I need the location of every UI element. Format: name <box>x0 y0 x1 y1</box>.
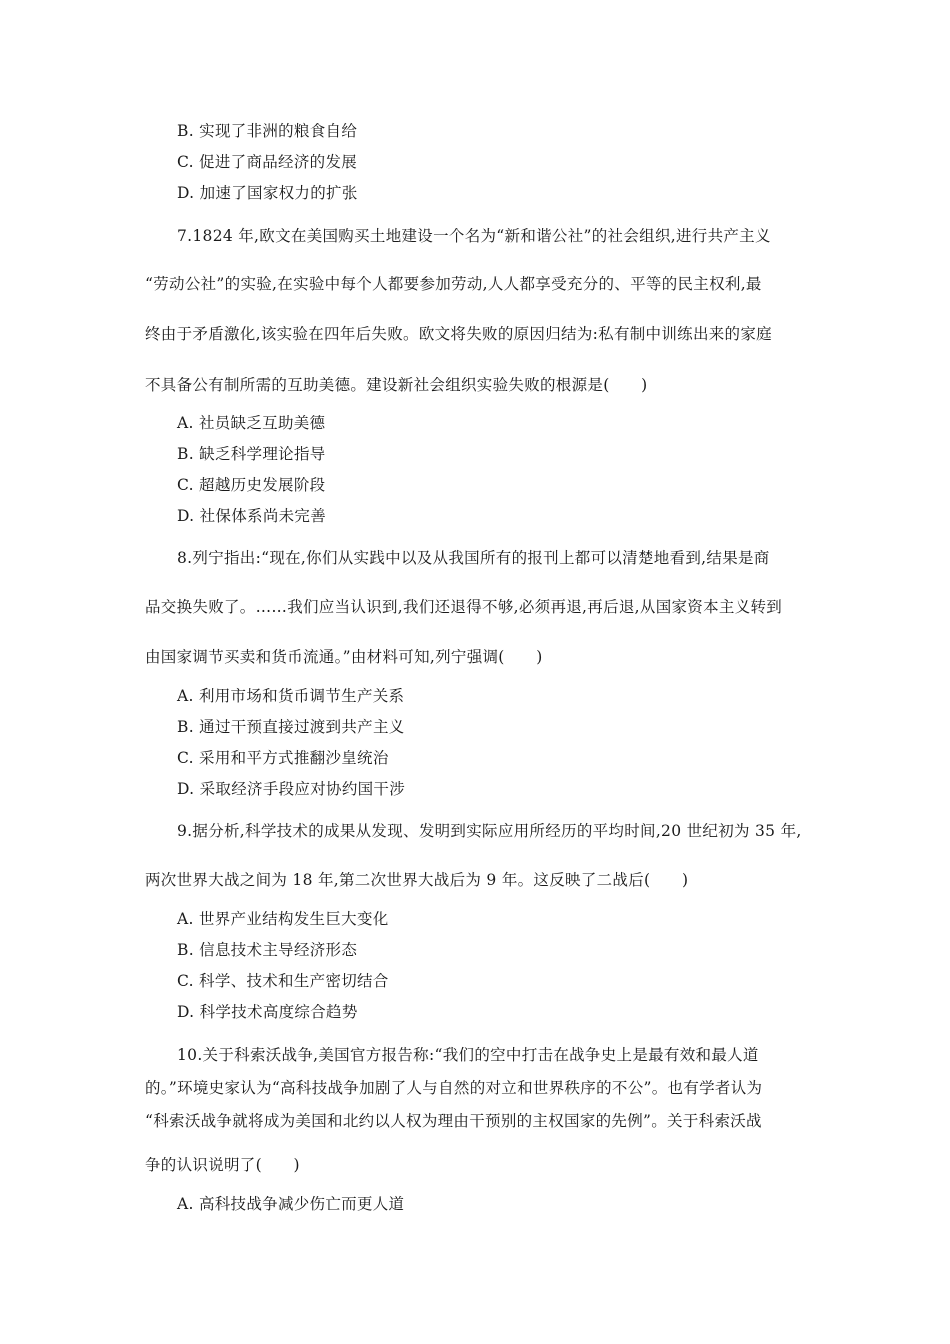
q7-option-d: D. 社保体系尚未完善 <box>177 507 327 525</box>
q7-option-a: A. 社员缺乏互助美德 <box>177 414 326 432</box>
q6-option-b: B. 实现了非洲的粮食自给 <box>177 122 358 140</box>
q8-option-b: B. 通过干预直接过渡到共产主义 <box>177 718 405 736</box>
q8-option-d: D. 采取经济手段应对协约国干涉 <box>177 780 406 798</box>
q8-stem-line-3: 由国家调节买卖和货币流通。”由材料可知,列宁强调( ) <box>145 648 543 666</box>
q7-option-b: B. 缺乏科学理论指导 <box>177 445 326 463</box>
q9-option-a: A. 世界产业结构发生巨大变化 <box>177 910 389 928</box>
q9-option-b: B. 信息技术主导经济形态 <box>177 941 358 959</box>
q6-option-d: D. 加速了国家权力的扩张 <box>177 184 358 202</box>
q10-stem-line-4: 争的认识说明了( ) <box>145 1156 300 1174</box>
q9-option-d: D. 科学技术高度综合趋势 <box>177 1003 358 1021</box>
q6-option-c: C. 促进了商品经济的发展 <box>177 153 358 171</box>
q10-stem-line-2: 的。”环境史家认为“高科技战争加剧了人与自然的对立和世界秩序的不公”。也有学者认为 <box>145 1079 763 1097</box>
q8-option-c: C. 采用和平方式推翻沙皇统治 <box>177 749 389 767</box>
q7-stem-line-1: 7.1824 年,欧文在美国购买土地建设一个名为“新和谐公社”的社会组织,进行共产主义 <box>177 227 771 245</box>
q7-stem-line-3: 终由于矛盾激化,该实验在四年后失败。欧文将失败的原因归结为:私有制中训练出来的家庭 <box>145 325 772 343</box>
q10-option-a: A. 高科技战争减少伤亡而更人道 <box>177 1195 405 1213</box>
q7-option-c: C. 超越历史发展阶段 <box>177 476 326 494</box>
q8-option-a: A. 利用市场和货币调节生产关系 <box>177 687 405 705</box>
q9-option-c: C. 科学、技术和生产密切结合 <box>177 972 389 990</box>
q9-stem-line-2: 两次世界大战之间为 18 年,第二次世界大战后为 9 年。这反映了二战后( ) <box>145 871 689 889</box>
q10-stem-line-1: 10.关于科索沃战争,美国官方报告称:“我们的空中打击在战争史上是最有效和最人道 <box>177 1046 759 1064</box>
q8-stem-line-2: 品交换失败了。……我们应当认识到,我们还退得不够,必须再退,再后退,从国家资本主义转到 <box>145 598 783 616</box>
q9-stem-line-1: 9.据分析,科学技术的成果从发现、发明到实际应用所经历的平均时间,20 世纪初为 35 年, <box>177 822 802 840</box>
q7-stem-line-4: 不具备公有制所需的互助美德。建设新社会组织实验失败的根源是( ) <box>145 376 648 394</box>
q10-stem-line-3: “科索沃战争就将成为美国和北约以人权为理由干预别的主权国家的先例”。关于科索沃战 <box>145 1112 762 1130</box>
q8-stem-line-1: 8.列宁指出:“现在,你们从实践中以及从我国所有的报刊上都可以清楚地看到,结果是商 <box>177 549 770 567</box>
q7-stem-line-2: “劳动公社”的实验,在实验中每个人都要参加劳动,人人都享受充分的、平等的民主权利,最 <box>145 275 762 293</box>
